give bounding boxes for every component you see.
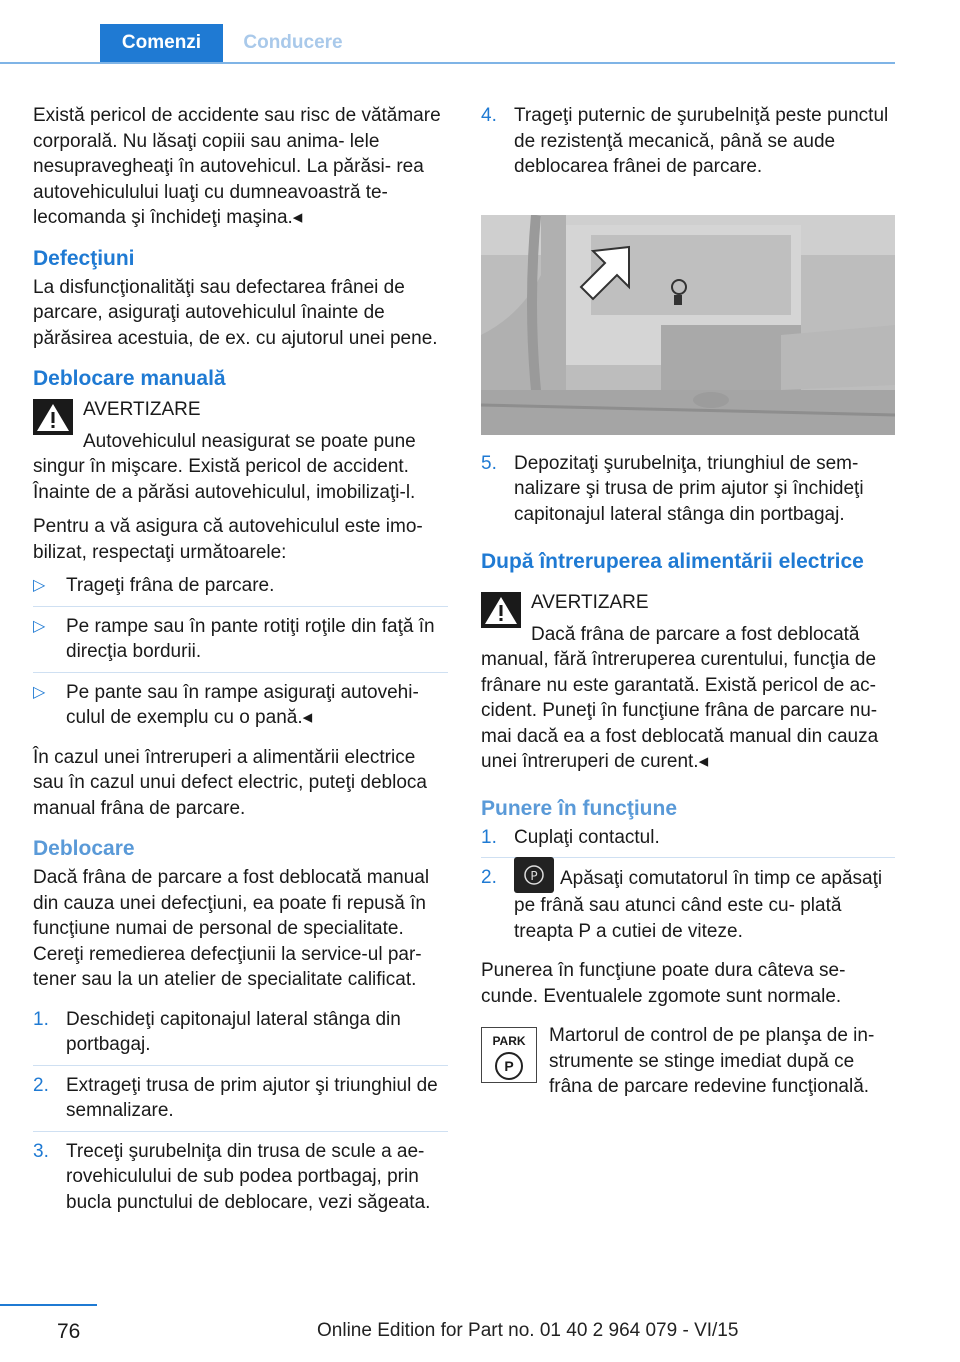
list-item: 2. P Apăsaţi comutatorul în timp ce apăsaţi pe frână sau atunci când este cu- plată treapta P a cutiei de viteze. (481, 865, 895, 951)
deblocare-paragraph: Dacă frâna de parcare a fost deblocată manual din cauza unei defecţiuni, ea poate fi repusă în funcţiune numai de personal de specialitate. Cereţi remedierea defecţiunii la service-ul par- tener sau la un atelier de specialitate calificat. (33, 867, 430, 990)
header-bar (0, 24, 895, 64)
power-paragraph: În cazul unei întreruperi a alimentării electrice sau în cazul unui defect electric, puteţi debloca manual frâna de parcare. (33, 746, 427, 819)
park-indicator-icon: PARK P (481, 1027, 537, 1083)
triangle-bullet-icon: ▷ (33, 683, 46, 701)
duration-paragraph: Punerea în funcţiune poate dura câteva se- cunde. Eventualele zgomote sunt normale. (481, 960, 846, 1007)
list-item: 3. Treceţi şurubelniţa din trusa de scule a ae- rovehiculului de sub podea portbagaj, prin bucla punctului de deblocare, vezi săgeata. (33, 1140, 431, 1213)
park-indicator-note (481, 1023, 895, 1100)
list-item: ▷ Pe rampe sau în pante rotiţi roţile din faţă în direcţia bordurii. (33, 614, 448, 673)
svg-text:P: P (530, 869, 538, 883)
trunk-release-photo (481, 215, 895, 435)
secure-paragraph: Pentru a vă asigura că autovehiculul este imo- bilizat, respectaţi următoarele: (33, 516, 423, 563)
list-item: 4. Trageţi puternic de şurubelniţă peste punctul de rezistenţă mecanică, până se aude deblocarea frânei de parcare. (481, 105, 889, 177)
footer-edition: Online Edition for Part no. 01 40 2 964 079 - VI/15 (317, 1320, 739, 1341)
heading-defectiuni: Defecţiuni (33, 246, 135, 270)
triangle-bullet-icon: ▷ (33, 617, 46, 635)
parking-brake-button-icon (514, 857, 554, 893)
page-number: 76 (57, 1320, 81, 1343)
triangle-bullet-icon: ▷ (33, 577, 46, 594)
warning-text: Autovehiculul neasigurat se poate pune singur în mişcare. Există pericol de accident. Înainte de a părăsi autovehiculul, imobilizaţi-l. (33, 430, 416, 503)
tab-conducere[interactable]: Conducere (243, 32, 343, 53)
intro-paragraph: Există pericol de accidente sau risc de vătămare corporală. Nu lăsaţi copiii sau anima- lele nesupravegheaţi în autovehicul. La părăsi- rea autovehiculului luaţi cu dumneavoastră te- lecomanda şi închideţi maşina.◂ (33, 105, 441, 228)
defect-paragraph: La disfuncţionalităţi sau defectarea frânei de parcare, asiguraţi autovehiculul înainte de părăsirea acestuia, de ex. cu ajutorul unei pene. (33, 276, 438, 349)
list-item: ▷ Pe pante sau în rampe asiguraţi autovehi- culul de exemplu cu o pană.◂ (33, 681, 419, 728)
heading-deblocare: Deblocare (33, 837, 135, 860)
heading-punere-in-functiune: Punere în funcţiune (481, 796, 678, 820)
warning-triangle-icon (481, 592, 521, 628)
warning-title: AVERTIZARE (83, 399, 201, 420)
steps-list-continued (481, 103, 895, 187)
list-item: ▷ Trageţi frâna de parcare. (33, 573, 448, 607)
footer-line (0, 1304, 97, 1306)
warning-block (33, 395, 448, 505)
warning-title: AVERTIZARE (531, 592, 649, 613)
list-item: 5. Depozitaţi şurubelniţa, triunghiul de sem- nalizare şi trusa de prim ajutor şi închideţi capitonajul lateral stânga din portbagaj. (481, 452, 864, 525)
warning-text: Dacă frâna de parcare a fost deblocată manual, fără întreruperea curentului, funcţia de frânare nu este garantată. Există pericol de ac- cident. Puneţi în funcţiune frâna de parcare nu- mai dacă ea a fost deblocată manual din cauza unei întreruperi de curent.◂ (481, 623, 879, 772)
lamp-paragraph: Martorul de control de pe planşa de in- strumente se stinge imediat după ce frâna de parcare redevine funcţională. (549, 1025, 875, 1097)
warning-block (481, 588, 895, 775)
left-column (33, 103, 448, 1229)
warning-triangle-icon (33, 399, 73, 435)
bullet-list (33, 573, 448, 738)
start-steps-list (481, 825, 895, 952)
steps-list (33, 1007, 448, 1223)
tab-comenzi[interactable]: Comenzi (100, 24, 223, 62)
heading-deblocare-manuala: Deblocare manuală (33, 367, 226, 390)
list-item: 2. Extrageţi trusa de prim ajutor şi triunghiul de semnalizare. (33, 1073, 448, 1132)
list-item: 1. Deschideţi capitonajul lateral stânga din portbagaj. (33, 1007, 448, 1066)
right-column (481, 103, 895, 1100)
steps-list-end (481, 451, 895, 535)
heading-dupa-intrerupere: După întreruperea alimentării electrice (481, 550, 864, 573)
list-item: 1. Cuplaţi contactul. (481, 825, 895, 859)
